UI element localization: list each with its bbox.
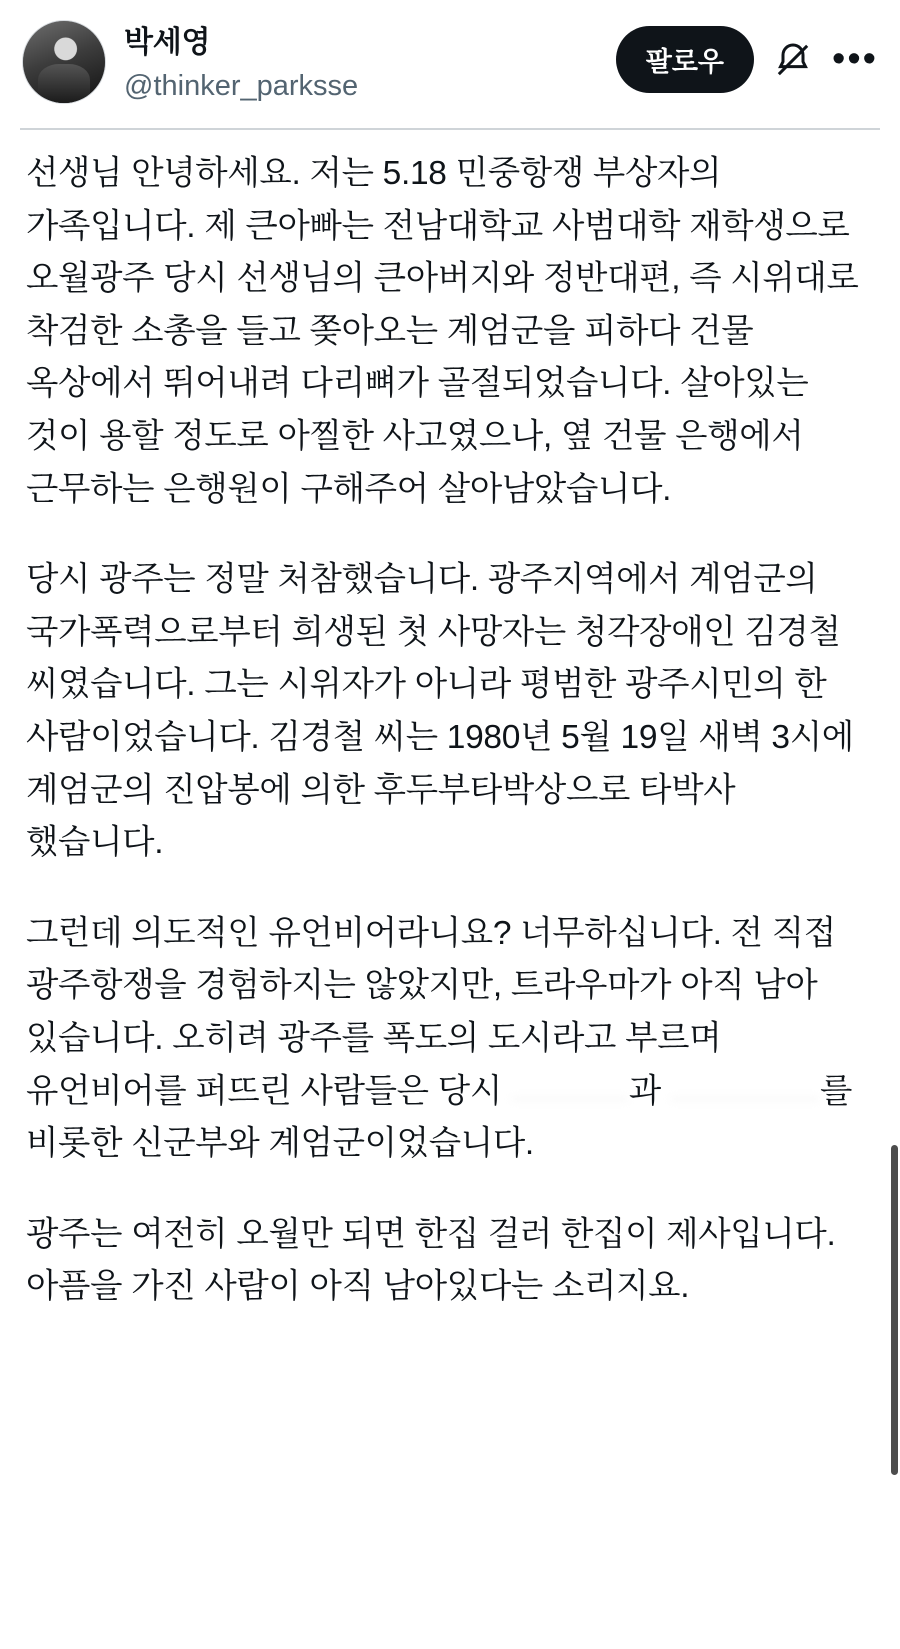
follow-button[interactable]: 팔로우 <box>616 26 754 93</box>
post-paragraph: 광주는 여전히 오월만 되면 한집 걸러 한집이 제사입니다. 아픔을 가진 사람이 아직 남아있다는 소리지요. <box>26 1215 836 1306</box>
vertical-scrollbar[interactable] <box>890 0 900 1649</box>
post-header <box>0 0 900 120</box>
author-display-name[interactable]: 박세영 <box>124 26 211 59</box>
post-paragraph: 당시 광주는 정말 처참했습니다. 광주지역에서 계엄군의 국가폭력으로부터 희생된 첫 사망자는 청각장애인 김경철 씨였습니다. 그는 시위자가 아니라 평범한 광주시민의 한 사람이었습니다. 김경철 씨는 1980년 5월 19일 새벽 3시에 계엄군의 진압봉에 의한 후두부타박상으로 타박사 했습니다. <box>26 561 854 862</box>
header-actions <box>616 20 878 93</box>
post-paragraph: 선생님 안녕하세요. 저는 5.18 민중항쟁 부상자의 가족입니다. 제 큰아빠는 전남대학교 사범대학 재학생으로 오월광주 당시 선생님의 큰아버지와 정반대편, 즉 시위대로 착검한 소총을 들고 쫒아오는 계엄군을 피하다 건물 옥상에서 뛰어내려 다리뼈가 골절되었습니다. 살아있는 것이 용할 정도로 아찔한 사고였으나, 옆 건물 은행에서 근무하는 은행원이 구해주어 살아남았습니다. <box>26 155 859 508</box>
paragraph-text-segment: 그런데 의도적인 유언비어라니요? 너무하십니다. 전 직접 광주항쟁을 경험하지는 않았지만, 트라우마가 아직 남아 있습니다. 오히려 광주를 폭도의 도시라고 부르며 유언비어를 퍼뜨린 사람들은 당시 <box>26 914 836 1110</box>
scrollbar-thumb[interactable] <box>891 1145 898 1475</box>
post-body <box>0 130 900 1314</box>
post-paragraph-redacted <box>26 908 874 1171</box>
paragraph-text-segment: 를 비롯한 신군부와 계엄군이었습니다. <box>26 1072 853 1163</box>
author-info <box>124 20 616 103</box>
avatar[interactable] <box>22 20 106 104</box>
more-options-glyph: ••• <box>832 38 878 80</box>
more-options-icon[interactable] <box>832 37 878 83</box>
author-handle[interactable]: @thinker_parksse <box>124 69 359 102</box>
avatar-image <box>23 21 105 103</box>
paragraph-text-segment: 과 <box>628 1072 670 1110</box>
muted-notifications-icon[interactable] <box>770 37 816 83</box>
